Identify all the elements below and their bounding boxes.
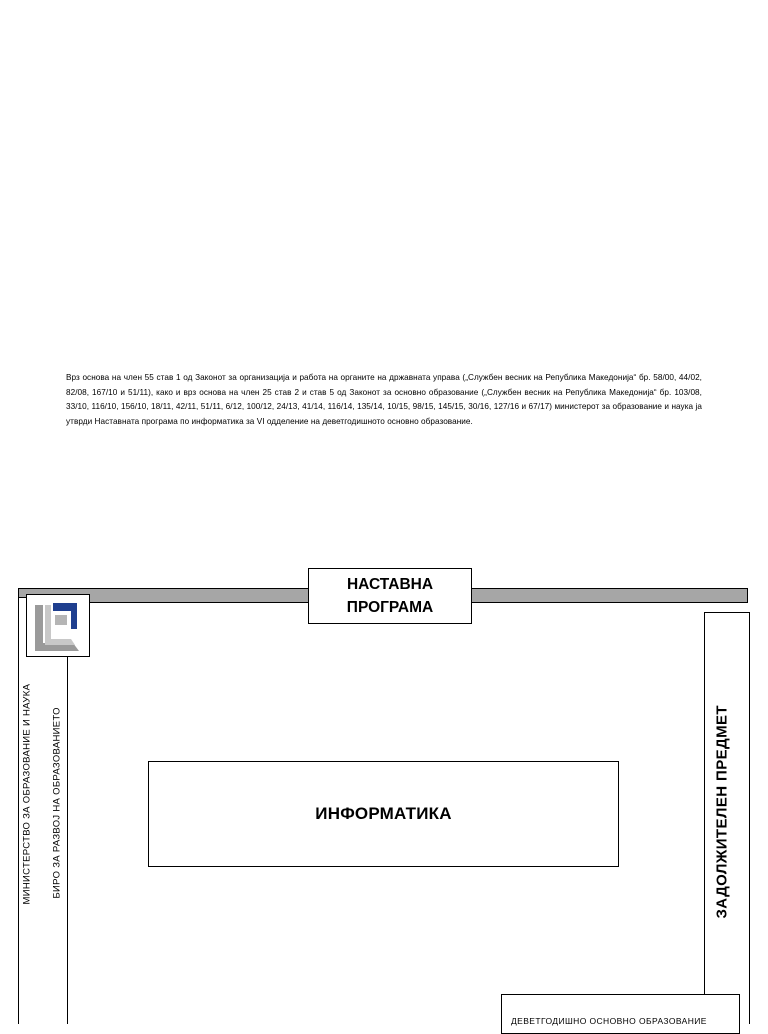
subject-title-box [148,761,619,867]
education-level-text: ДЕВЕТГОДИШНО ОСНОВНО ОБРАЗОВАНИЕ [511,1016,707,1026]
right-bar-text: ЗАДОЛЖИТЕЛЕН ПРЕДМЕТ [713,705,731,919]
subject-title: ИНФОРМАТИКА [315,804,452,823]
intro-paragraph: Врз основа на член 55 став 1 од Законот за организација и работа на органите на државната управа („Службен весник на Република Македонија“ бр. 58/00, 44/02, 82/08, 167/10 и 51/11), како и врз основа на член 25 став 2 и став 5 од Законот за основно образование („Службен весник на Република Македонија“ бр. 103/08, 33/10, 116/10, 156/10, 18/11, 42/11, 51/11, 6/12, 100/12, 24/13, 41/14, 116/14, 135/14, 10/15, 98/15, 145/15, 30/16, 127/16 и 67/17) министерот за образование и наука ја утврди Наставната програма по информатика за VI одделение на деветгодишното основно образование. [66,373,702,426]
cover-title-line2: ПРОГРАМА [346,599,434,616]
cover-title-box [308,568,472,624]
bro-logo-icon [27,595,89,656]
education-level-box [501,994,740,1034]
left-bar-text-ministry: МИНИСТЕРСТВО ЗА ОБРАЗОВАНИЕ И НАУКА [21,683,33,905]
logo-box [26,594,90,657]
cover-title-line1: НАСТАВНА [346,576,434,593]
left-bar-text-bureau: БИРО ЗА РАЗВОЈ НА ОБРАЗОВАНИЕТО [51,707,63,899]
